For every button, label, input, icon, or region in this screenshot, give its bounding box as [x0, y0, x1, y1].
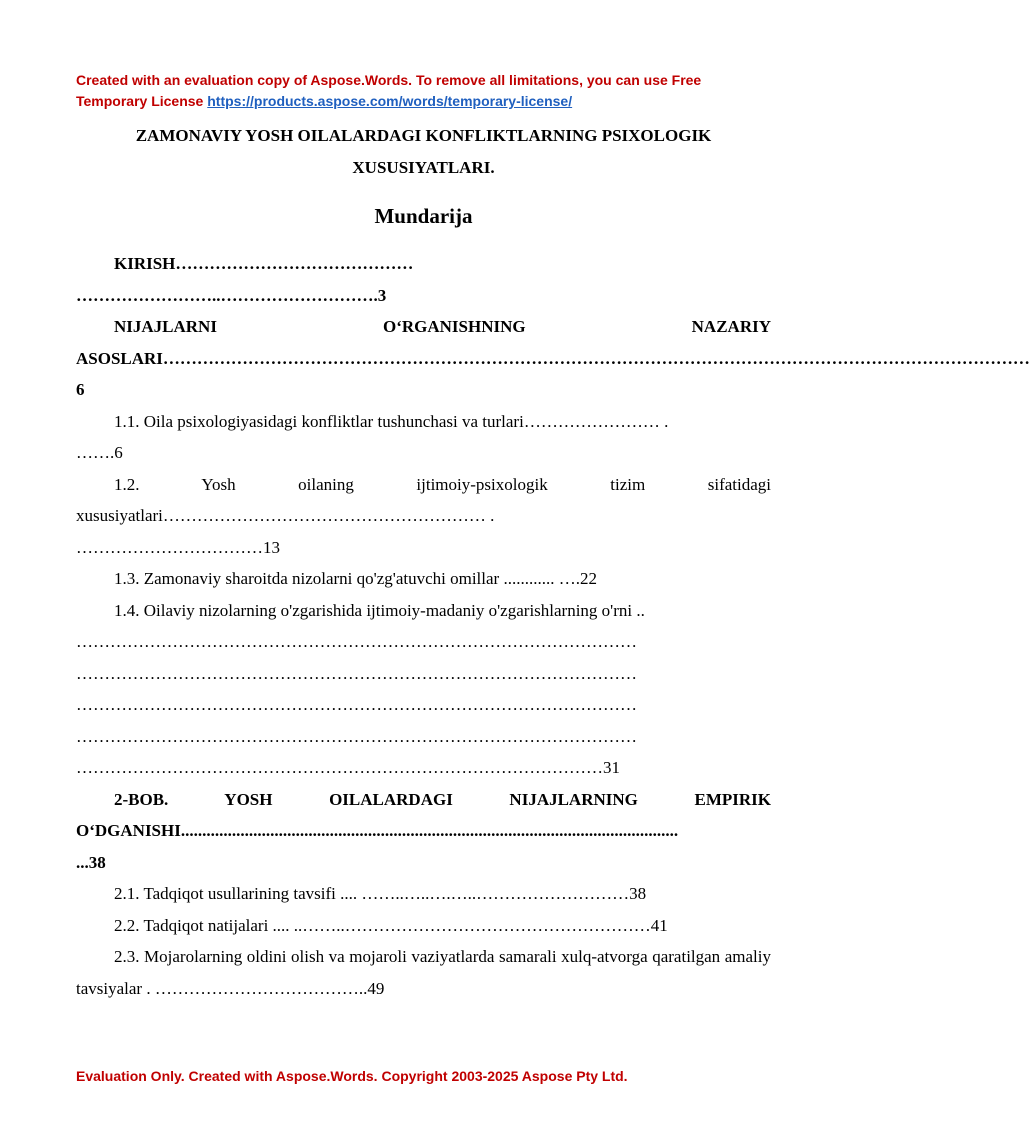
- toc-entry: 1.2. Yosh oilaning ijtimoiy-psixologik tizim sifatidagi xususiyatlari………………………………………………… . ……………………………13: [76, 474, 771, 557]
- toc-entry: 1.4. Oilaviy nizolarning o'zgarishida ijtimoiy-madaniy o'zgarishlarning o'rni .. ……………………………………………………………………………………… ……………………………………………………………………………………… ……………………………………………………………………………………… ……………………………………………………………………………………… …………………………………………………………………………………31: [76, 600, 645, 777]
- title-line-1: ZAMONAVIY YOSH OILALARDAGI KONFLIKTLARNING PSIXOLOGIK: [135, 126, 712, 145]
- evaluation-notice: [76, 70, 736, 112]
- evaluation-notice-text: Created with an evaluation copy of Aspose.Words. To remove all limitations, you can use Free Temporary License: [76, 72, 702, 109]
- toc-entry: NIJAJLARNI O‘RGANISHNING NAZARIY ASOSLARI……………………………………………………………………………………………………………………………………… 6: [76, 317, 1030, 399]
- evaluation-footer: Evaluation Only. Created with Aspose.Words. Copyright 2003-2025 Aspose Pty Ltd.: [76, 1068, 628, 1084]
- table-of-contents: [76, 248, 1030, 1004]
- toc-entry: 2.2. Tadqiqot natijalari .... ..……..………………………………………………41: [114, 915, 668, 935]
- toc-entry: 2.1. Tadqiqot usullarining tavsifi .... ……..…..….…..………………………38: [114, 884, 647, 903]
- toc-entry: 1.3. Zamonaviy sharoitda nizolarni qo'zg'atuvchi omillar ............ ….22: [114, 569, 597, 588]
- toc-entry: 2-BOB. YOSH OILALARDAGI NIJAJLARNING EMPIRIK O‘DGANISHI..................................................................................................................... ...38: [76, 789, 771, 872]
- document-title: [76, 120, 771, 184]
- toc-entry: 2.3. Mojarolarning oldini olish va mojaroli vaziyatlarda samarali xulq-atvorga qaratilgan amaliy tavsiyalar . ………………………………..49: [76, 947, 771, 998]
- toc-entry: KIRISH…………………………………… ……………………..……………………….3: [76, 254, 414, 305]
- toc-entry: 1.1. Oila psixologiyasidagi konfliktlar tushunchasi va turlari…………………… . …….6: [76, 411, 669, 462]
- temporary-license-link[interactable]: https://products.aspose.com/words/temporary-license/: [207, 93, 573, 109]
- toc-heading: Mundarija: [374, 204, 473, 228]
- title-line-2: XUSUSIYATLARI.: [352, 158, 495, 177]
